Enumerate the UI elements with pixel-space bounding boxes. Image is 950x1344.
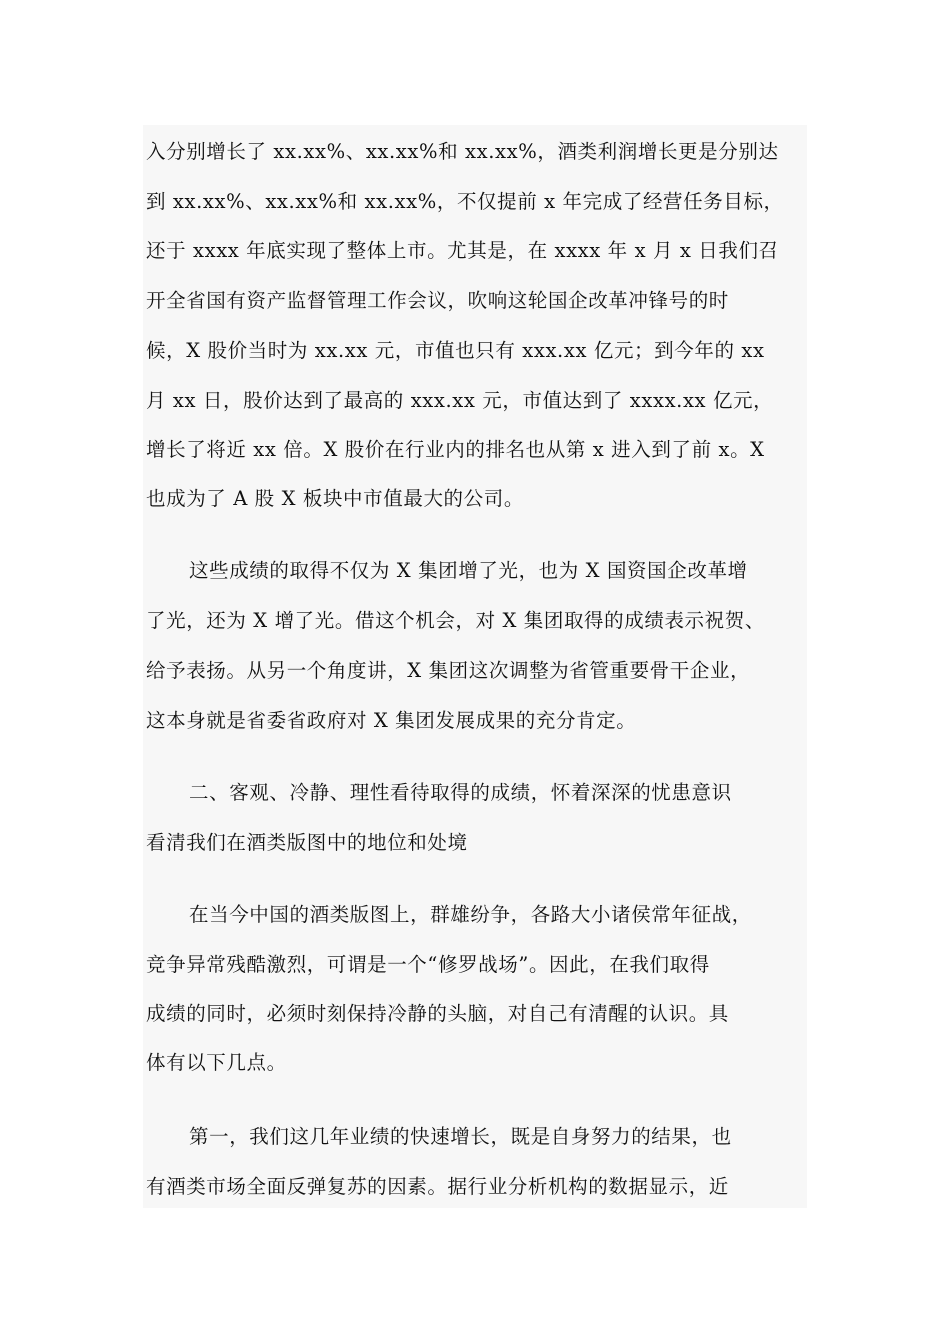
paragraph-1-line-7: 增长了将近 xx 倍。X 股价在行业内的排名也从第 x 进入到了前 x。X	[146, 438, 765, 461]
paragraph-2-line-2: 了光，还为 X 增了光。借这个机会，对 X 集团取得的成绩表示祝贺、	[146, 609, 765, 632]
section-heading-line-1: 二、客观、冷静、理性看待取得的成绩，怀着深深的忧患意识	[189, 781, 732, 804]
paragraph-2-line-3: 给予表扬。从另一个角度讲，X 集团这次调整为省管重要骨干企业，	[146, 659, 751, 682]
paragraph-4-line-1: 在当今中国的酒类版图上，群雄纷争，各路大小诸侯常年征战，	[189, 903, 752, 926]
paragraph-5-line-1: 第一，我们这几年业绩的快速增长，既是自身努力的结果，也	[189, 1125, 732, 1148]
paragraph-4-line-2: 竞争异常残酷激烈，可谓是一个“修罗战场”。因此，在我们取得	[146, 953, 710, 976]
paragraph-1-line-2: 到 xx.xx%、xx.xx%和 xx.xx%，不仅提前 x 年完成了经营任务目标，	[146, 190, 784, 213]
paragraph-1-line-8: 也成为了 A 股 X 板块中市值最大的公司。	[146, 487, 524, 510]
paragraph-2-line-1: 这些成绩的取得不仅为 X 集团增了光，也为 X 国资国企改革增	[189, 559, 748, 582]
section-heading-line-2: 看清我们在酒类版图中的地位和处境	[146, 831, 468, 854]
document-page	[143, 125, 807, 1208]
paragraph-2-line-4: 这本身就是省委省政府对 X 集团发展成果的充分肯定。	[146, 709, 637, 732]
paragraph-1-line-3: 还于 xxxx 年底实现了整体上市。尤其是，在 xxxx 年 x 月 x 日我们召	[146, 239, 779, 262]
paragraph-1-line-5: 候，X 股价当时为 xx.xx 元，市值也只有 xxx.xx 亿元；到今年的 xx	[146, 339, 765, 362]
paragraph-1-line-1: 入分别增长了 xx.xx%、xx.xx%和 xx.xx%，酒类利润增长更是分别达	[146, 140, 779, 163]
paragraph-4-line-4: 体有以下几点。	[146, 1051, 287, 1074]
paragraph-5-line-2: 有酒类市场全面反弹复苏的因素。据行业分析机构的数据显示，近	[146, 1175, 729, 1198]
paragraph-1-line-6: 月 xx 日，股价达到了最高的 xxx.xx 元，市值达到了 xxxx.xx 亿元，	[146, 389, 774, 412]
paragraph-1-line-4: 开全省国有资产监督管理工作会议，吹响这轮国企改革冲锋号的时	[146, 289, 729, 312]
paragraph-4-line-3: 成绩的同时，必须时刻保持冷静的头脑，对自己有清醒的认识。具	[146, 1002, 729, 1025]
